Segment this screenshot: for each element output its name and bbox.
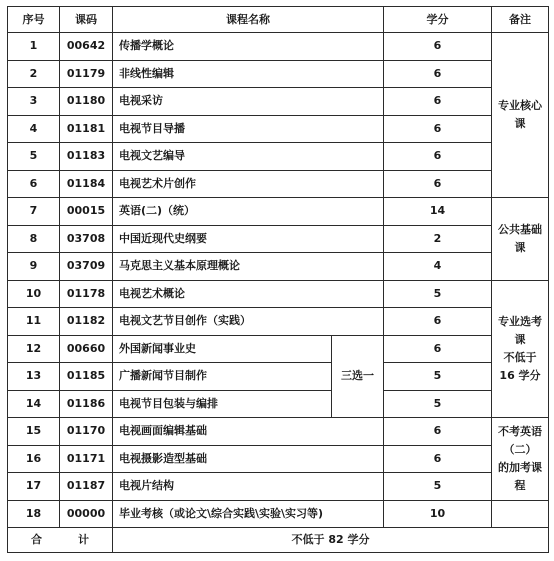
- total-label-b: 计: [78, 533, 89, 546]
- row-credit: 6: [384, 143, 492, 171]
- row-course-name: 电视文艺节目创作（实践）: [113, 308, 384, 336]
- row-course-name: 电视画面编辑基础: [113, 418, 384, 446]
- row-credit: 10: [384, 500, 492, 528]
- row-seq: 4: [8, 115, 60, 143]
- row-code: 01182: [60, 308, 113, 336]
- table-row: [8, 60, 549, 88]
- row-code: 00015: [60, 198, 113, 226]
- row-course-name: 电视节目导播: [113, 115, 384, 143]
- row-seq: 6: [8, 170, 60, 198]
- row-code: 01187: [60, 473, 113, 501]
- header-credit: 学分: [384, 7, 492, 33]
- row-code: 01185: [60, 363, 113, 391]
- row-seq: 16: [8, 445, 60, 473]
- row-code: 00642: [60, 33, 113, 61]
- row-code: 01184: [60, 170, 113, 198]
- remark-elective-line2: 不低于 16 学分: [499, 350, 541, 382]
- row-course-name: 电视摄影造型基础: [113, 445, 384, 473]
- row-code: 00660: [60, 335, 113, 363]
- choose-one-note: 三选一: [332, 335, 384, 418]
- header-course-name: 课程名称: [113, 7, 384, 33]
- remark-extra: [492, 418, 549, 501]
- row-code: 01170: [60, 418, 113, 446]
- row-course-name: 电视片结构: [113, 473, 384, 501]
- remark-core: 专业核心课: [492, 33, 549, 198]
- row-course-name: 马克思主义基本原理概论: [113, 253, 384, 281]
- row-seq: 11: [8, 308, 60, 336]
- row-course-name: 电视艺术片创作: [113, 170, 384, 198]
- row-credit: 5: [384, 473, 492, 501]
- row-seq: 17: [8, 473, 60, 501]
- row-code: 03708: [60, 225, 113, 253]
- table-row: [8, 335, 549, 363]
- row-credit: 6: [384, 335, 492, 363]
- row-credit: 6: [384, 445, 492, 473]
- row-credit: 6: [384, 308, 492, 336]
- header-seq: 序号: [8, 7, 60, 33]
- table-row: [8, 198, 549, 226]
- row-credit: 2: [384, 225, 492, 253]
- row-credit: 6: [384, 33, 492, 61]
- total-row: [8, 528, 549, 553]
- table-row: [8, 225, 549, 253]
- course-table-container: [7, 6, 549, 553]
- row-credit: 6: [384, 170, 492, 198]
- row-credit: 14: [384, 198, 492, 226]
- row-course-name: 电视文艺编导: [113, 143, 384, 171]
- row-course-name: 外国新闻事业史: [113, 335, 332, 363]
- table-row: [8, 115, 549, 143]
- row-seq: 2: [8, 60, 60, 88]
- remark-extra-line2: 的加考课程: [498, 460, 542, 492]
- row-seq: 18: [8, 500, 60, 528]
- row-course-name: 电视艺术概论: [113, 280, 384, 308]
- row-seq: 15: [8, 418, 60, 446]
- course-table: [7, 6, 549, 553]
- row-course-name: 毕业考核（或论文\综合实践\实验\实习等): [113, 500, 384, 528]
- row-code: 00000: [60, 500, 113, 528]
- row-seq: 1: [8, 33, 60, 61]
- remark-elective-line1: 专业选考课: [498, 314, 542, 346]
- remark-empty: [492, 500, 549, 528]
- row-seq: 14: [8, 390, 60, 418]
- table-row: [8, 445, 549, 473]
- row-credit: 6: [384, 88, 492, 116]
- row-credit: 5: [384, 363, 492, 391]
- row-course-name: 非线性编辑: [113, 60, 384, 88]
- table-row: [8, 88, 549, 116]
- row-code: 01180: [60, 88, 113, 116]
- row-seq: 8: [8, 225, 60, 253]
- table-row: [8, 253, 549, 281]
- table-row: [8, 363, 549, 391]
- table-row: [8, 308, 549, 336]
- row-credit: 6: [384, 115, 492, 143]
- remark-extra-line1: 不考英语（二）: [498, 424, 542, 456]
- table-row: [8, 500, 549, 528]
- row-credit: 6: [384, 60, 492, 88]
- table-row: [8, 143, 549, 171]
- table-row: [8, 280, 549, 308]
- row-seq: 12: [8, 335, 60, 363]
- row-course-name: 电视采访: [113, 88, 384, 116]
- total-value: 不低于 82 学分: [113, 528, 549, 553]
- row-code: 01183: [60, 143, 113, 171]
- table-header-row: [8, 7, 549, 33]
- row-credit: 4: [384, 253, 492, 281]
- total-label-a: 合: [31, 533, 42, 546]
- row-seq: 5: [8, 143, 60, 171]
- table-row: [8, 170, 549, 198]
- row-course-name: 中国近现代史纲要: [113, 225, 384, 253]
- row-seq: 9: [8, 253, 60, 281]
- row-seq: 13: [8, 363, 60, 391]
- row-credit: 5: [384, 280, 492, 308]
- row-code: 01186: [60, 390, 113, 418]
- row-code: 01181: [60, 115, 113, 143]
- header-remark: 备注: [492, 7, 549, 33]
- row-course-name: 电视节目包装与编排: [113, 390, 332, 418]
- remark-public: 公共基础课: [492, 198, 549, 281]
- row-seq: 10: [8, 280, 60, 308]
- remark-elective: [492, 280, 549, 418]
- row-seq: 3: [8, 88, 60, 116]
- row-course-name: 传播学概论: [113, 33, 384, 61]
- row-code: 01179: [60, 60, 113, 88]
- row-credit: 5: [384, 390, 492, 418]
- total-label: [8, 528, 113, 553]
- header-code: 课码: [60, 7, 113, 33]
- row-seq: 7: [8, 198, 60, 226]
- row-code: 03709: [60, 253, 113, 281]
- table-row: [8, 418, 549, 446]
- table-row: [8, 390, 549, 418]
- table-row: [8, 33, 549, 61]
- row-code: 01178: [60, 280, 113, 308]
- row-credit: 6: [384, 418, 492, 446]
- row-course-name: 英语(二)（统）: [113, 198, 384, 226]
- row-course-name: 广播新闻节目制作: [113, 363, 332, 391]
- table-row: [8, 473, 549, 501]
- row-code: 01171: [60, 445, 113, 473]
